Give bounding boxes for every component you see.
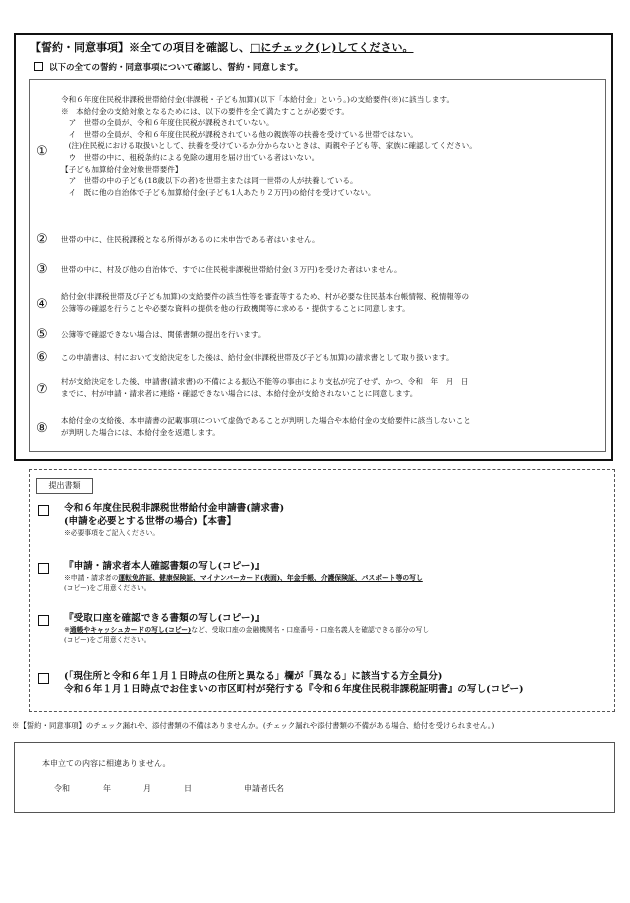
document-note: ※申請・請求者の運転免許証、健康保険証、マイナンバーカード(表面)、年金手帳、介護保険証、パスポート等の写し [64,574,423,582]
pledge-title-text: 【誓約・同意事項】※全ての項目を確認し、 [30,41,250,54]
item-number: ① [36,144,48,159]
document-checkbox[interactable] [38,615,49,626]
document-checkbox[interactable] [38,505,49,516]
document-note: (コピー)をご用意ください。 [64,636,151,644]
document-checkbox[interactable] [38,563,49,574]
footnote: ※【誓約・同意事項】のチェック漏れや、添付書類の不備はありませんか。(チェック漏れや添付書類の不備がある場合、給付を受けられません。) [12,721,495,730]
item-number: ② [36,232,48,247]
item-text: 村が支給決定をした後、申請書(請求書)の不備による振込不能等の事由により支払が完了せず、かつ、令和 年 月 日 までに、村が申請・請求者に連絡・確認できない場合には、本給付金が支給されないことに同意します。 [61,377,469,398]
item-number: ⑤ [36,327,48,342]
document-item [64,612,429,645]
item-text: 世帯の中に、村及び他の自治体で、すでに住民税非課税世帯給付金(３万円)を受けた者はいません。 [61,265,402,274]
year-label: 年 [103,784,111,793]
item-number: ③ [36,262,48,277]
agree-all-checkbox[interactable] [34,62,43,71]
document-title: (申請を必要とする世帯の場合)【本書】 [64,516,237,527]
agree-all-row[interactable] [34,61,303,73]
item-text: 本給付金の支給後、本申請書の記載事項について虚偽であることが判明した場合や本給付金の支給要件に該当しないこと が判明した場合には、本給付金を返還します。 [61,416,471,437]
document-note: ※通帳やキャッシュカードの写し(コピー)など、受取口座の金融機関名・口座番号・口座名義人を確認できる部分の写し [64,626,430,634]
item-text: 令和６年度住民税非課税世帯給付金(非課税・子ども加算)(以下「本給付金」という。)の支給要件(※)に該当します。 ※ 本給付金の支給対象となるためには、以下の要件を全て満たすことが必要です。 ア 世帯の全員が、令和６年度住民税が課税されていない。 イ 世帯の全員が、令和６年度住民税が課税されている他の親族等の扶養を受けている世帯ではない。 (注)住民税における取扱いとして、扶養を受けているか分からないときは、両親や子ども等、家族に確認してください。 ウ 世帯の中に、租税条約による免除の適用を届け出ている者はいない。 【子ども加算給付金対象世帯要件】 ア 世帯の中の子ども(18歳以下の者)を世帯主または同一世帯の人が扶養している。 イ 既に他の自治体で子ども加算給付金(子ども1人あたり２万円)の給付を受けていない。 [61,95,477,197]
document-item [64,502,284,538]
document-title: 令和６年度住民税非課税世帯給付金申請書(請求書) [64,503,285,514]
item-text: 公簿等で確認できない場合は、関係書類の提出を行います。 [61,330,266,339]
item-number: ⑧ [36,421,48,436]
document-title: 『申請・請求者本人確認書類の写し(コピー)』 [64,561,265,572]
pledge-title [30,39,413,55]
month-label: 月 [143,784,151,793]
document-title: (「現住所と令和６年１月１日時点の住所と異なる」欄が「異なる」に該当する方全員分) [64,671,443,682]
item-text: この申請書は、村において支給決定をした後は、給付金(非課税世帯及び子ども加算)の請求書として取り扱います。 [61,353,454,362]
pledge-title-instruction: □にチェック(レ)してください。 [250,41,414,54]
item-text: 給付金(非課税世帯及び子ども加算)の支給要件の該当性等を審査等するため、村が必要な住民基本台帳情報、税情報等の 公簿等の確認を行うことや必要な資料の提供を他の行政機関等に求める・提供することに同意します。 [61,292,470,313]
documents-tag: 提出書類 [36,478,93,494]
document-title: 令和６年１月１日時点でお住まいの市区町村が発行する『令和６年度住民税非課税証明書』の写し(コピー) [64,684,524,695]
declaration-text: 本申立ての内容に相違ありません。 [42,759,171,768]
document-item [64,670,524,696]
item-text: 世帯の中に、住民税課税となる所得があるのに未申告である者はいません。 [61,235,320,244]
document-checkbox[interactable] [38,673,49,684]
era-label: 令和 [54,784,70,793]
item-number: ⑥ [36,350,48,365]
document-item [64,560,423,593]
agree-all-label: 以下の全ての誓約・同意事項について確認し、誓約・同意します。 [49,63,304,73]
document-note: (コピー)をご用意ください。 [64,584,151,592]
applicant-name-label: 申請者氏名 [244,784,284,793]
declaration-section [14,742,615,813]
document-note: ※必要事項をご記入ください。 [64,529,160,537]
document-title: 『受取口座を確認できる書類の写し(コピー)』 [64,613,265,624]
day-label: 日 [184,784,192,793]
item-number: ⑦ [36,382,48,397]
item-number: ④ [36,297,48,312]
